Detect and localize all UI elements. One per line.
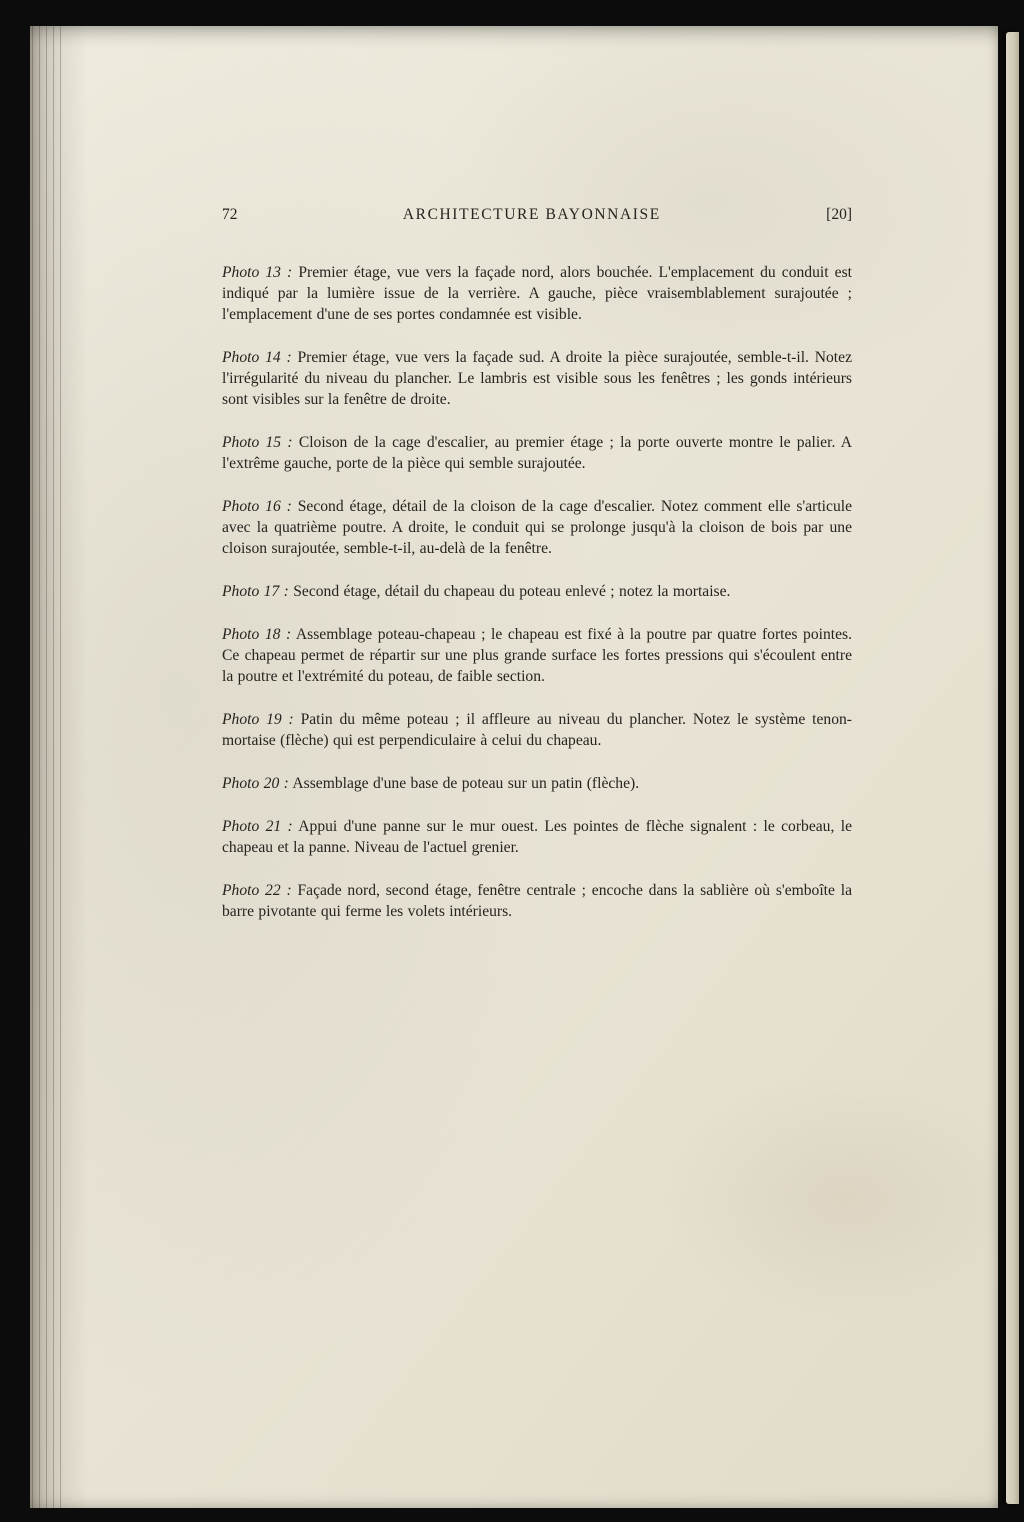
next-page-edge	[1006, 32, 1019, 1504]
book-page	[30, 26, 998, 1508]
photo-caption-label: Photo 18 :	[222, 626, 292, 643]
photo-caption-text: Assemblage poteau-chapeau ; le chapeau est fixé à la poutre par quatre fortes pointes. Ce chapeau permet de répartir sur une plus grande surface les fortes pressions qui s'écoulent entre la poutre et l'extrémité du poteau, de faible section.	[222, 626, 852, 685]
page-header	[222, 204, 852, 225]
photo-caption	[222, 709, 852, 751]
photo-caption	[222, 624, 852, 687]
page-number: 72	[222, 206, 238, 223]
photo-caption-label: Photo 17 :	[222, 583, 289, 600]
photo-caption	[222, 262, 852, 325]
photo-caption-text: Second étage, détail de la cloison de la cage d'escalier. Notez comment elle s'articule avec la quatrième poutre. A droite, le conduit qui se prolonge jusqu'à la cloison de bois par une cloison surajoutée, semble-t-il, au-delà de la fenêtre.	[222, 498, 852, 557]
photo-caption	[222, 432, 852, 474]
photo-caption-text: Premier étage, vue vers la façade nord, alors bouchée. L'emplacement du conduit est indiqué par la lumière issue de la verrière. A gauche, pièce vraisemblablement surajoutée ; l'emplacement d'une de ses portes condamnée est visible.	[222, 264, 852, 323]
running-title: ARCHITECTURE BAYONNAISE	[402, 206, 661, 223]
page-gutter-edges	[30, 26, 88, 1508]
photo-caption-label: Photo 14 :	[222, 349, 292, 366]
photo-caption	[222, 773, 852, 794]
photo-caption	[222, 816, 852, 858]
page-reference: [20]	[826, 206, 852, 223]
photo-caption-text: Premier étage, vue vers la façade sud. A droite la pièce surajoutée, semble-t-il. Notez l'irrégularité du niveau du plancher. Le lambris est visible sous les fenêtres ; les gonds intérieurs sont visibles sur la fenêtre de droite.	[222, 349, 852, 408]
photo-caption-text: Patin du même poteau ; il affleure au niveau du plancher. Notez le système tenon-mortaise (flèche) qui est perpendiculaire à celui du chapeau.	[222, 711, 852, 749]
photo-caption-label: Photo 15 :	[222, 434, 293, 451]
photo-caption	[222, 880, 852, 922]
photo-caption-text: Cloison de la cage d'escalier, au premier étage ; la porte ouverte montre le palier. A l'extrême gauche, porte de la pièce qui semble surajoutée.	[222, 434, 852, 472]
page-content	[222, 204, 852, 944]
photo-caption-label: Photo 21 :	[222, 818, 293, 835]
photo-caption-text: Assemblage d'une base de poteau sur un patin (flèche).	[292, 775, 640, 792]
photo-caption	[222, 581, 852, 602]
photo-caption	[222, 347, 852, 410]
photo-caption-text: Second étage, détail du chapeau du poteau enlevé ; notez la mortaise.	[293, 583, 731, 600]
photo-caption-label: Photo 19 :	[222, 711, 294, 728]
photo-caption-label: Photo 16 :	[222, 498, 292, 515]
photo-caption-label: Photo 20 :	[222, 775, 289, 792]
photo-caption	[222, 496, 852, 559]
photo-caption-label: Photo 13 :	[222, 264, 293, 281]
photo-caption-text: Appui d'une panne sur le mur ouest. Les pointes de flèche signalent : le corbeau, le chapeau et la panne. Niveau de l'actuel grenier.	[222, 818, 852, 856]
photo-caption-text: Façade nord, second étage, fenêtre centrale ; encoche dans la sablière où s'emboîte la barre pivotante qui ferme les volets intérieurs.	[222, 882, 852, 920]
photo-captions-list	[222, 262, 852, 922]
photo-caption-label: Photo 22 :	[222, 882, 292, 899]
